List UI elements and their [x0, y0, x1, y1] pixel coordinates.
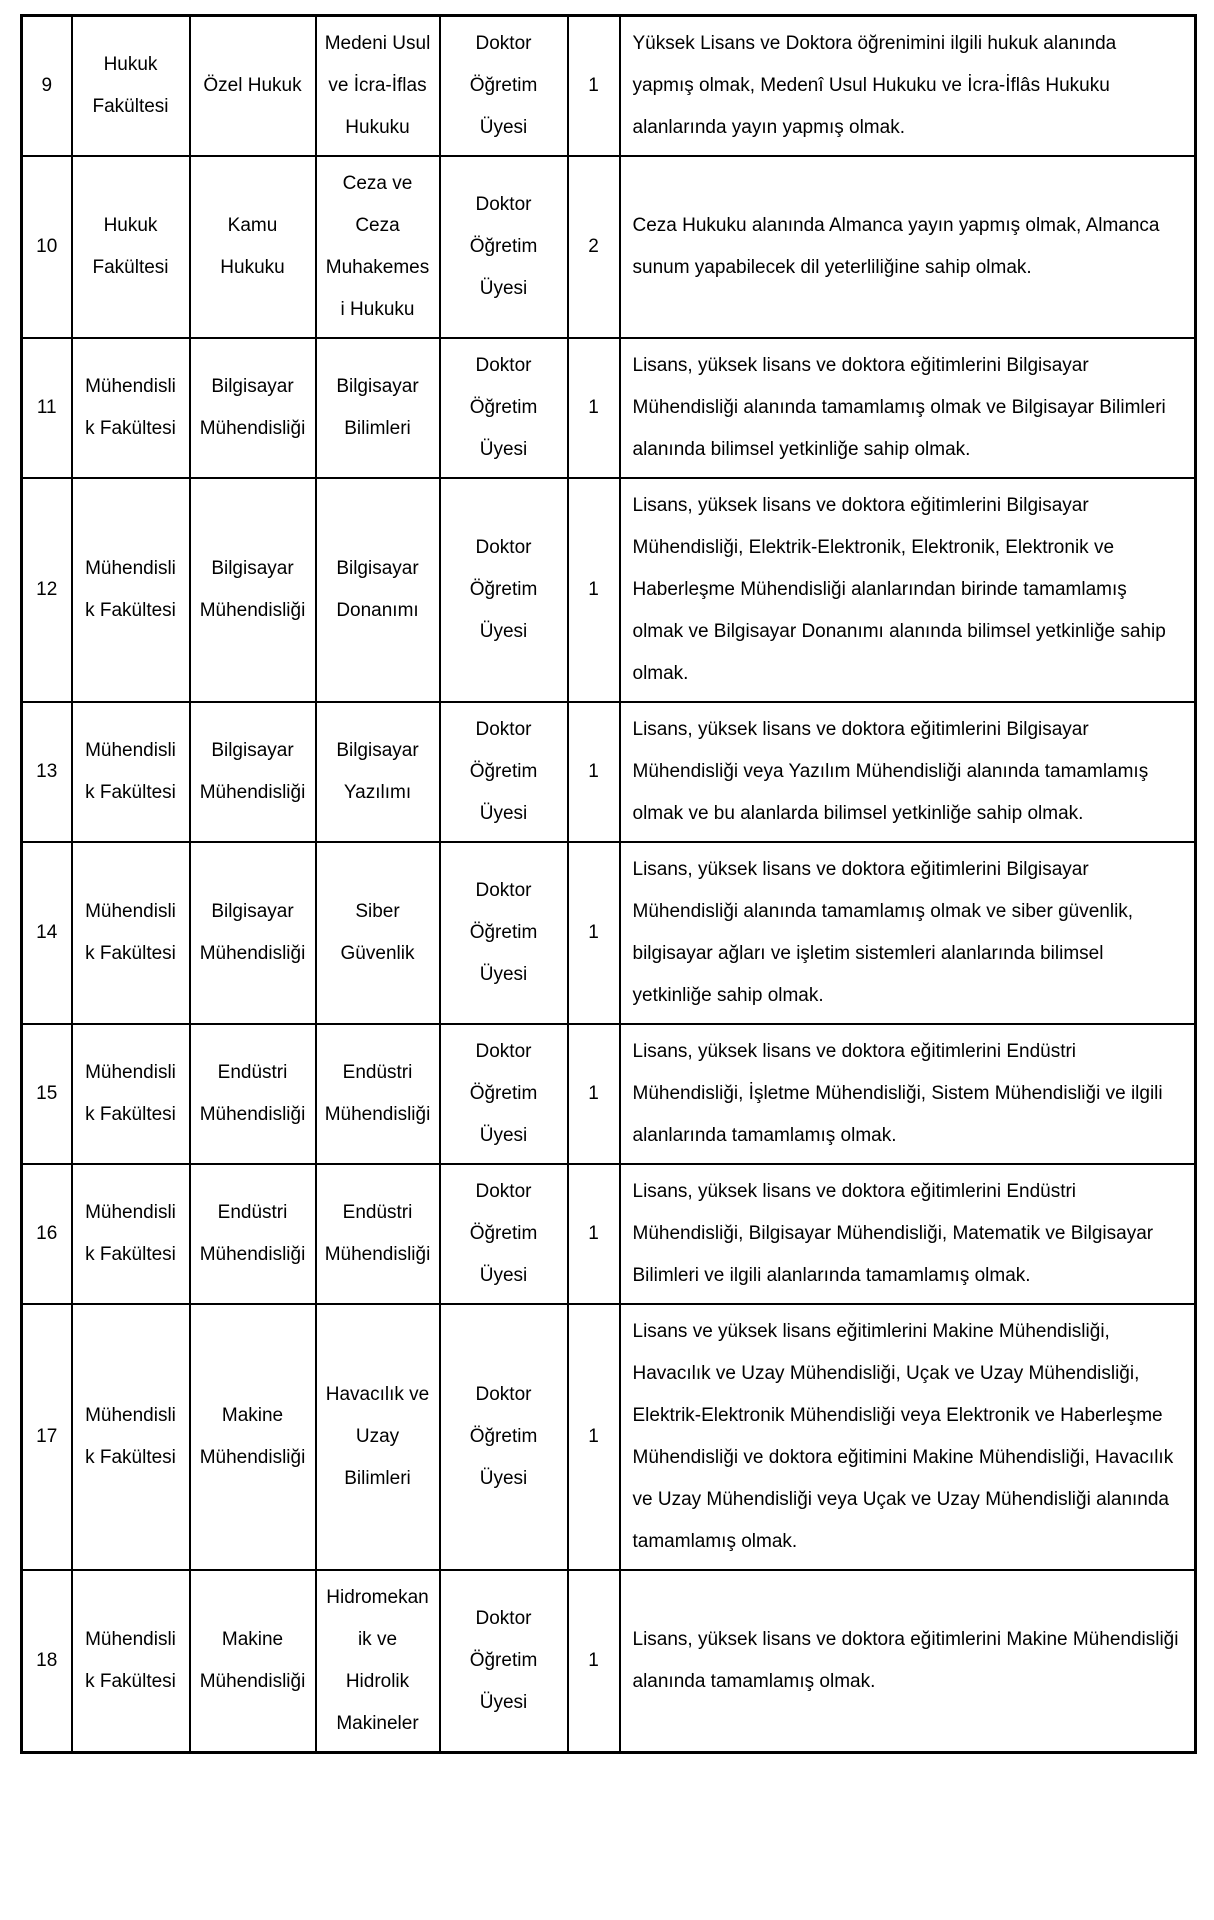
cell-requirements: Lisans, yüksek lisans ve doktora eğitimlerini Makine Mühendisliği alanında tamamlamış olmak. — [620, 1570, 1196, 1753]
cell-faculty: Hukuk Fakültesi — [72, 156, 190, 338]
cell-program: Havacılık ve Uzay Bilimleri — [316, 1304, 440, 1570]
table-row — [22, 338, 1196, 478]
cell-department: Kamu Hukuku — [190, 156, 316, 338]
cell-department: Makine Mühendisliği — [190, 1570, 316, 1753]
table-row — [22, 478, 1196, 702]
cell-title: Doktor Öğretim Üyesi — [440, 16, 568, 157]
cell-requirements: Lisans, yüksek lisans ve doktora eğitimlerini Bilgisayar Mühendisliği veya Yazılım Mühendisliği alanında tamamlamış olmak ve bu alanlarda bilimsel yetkinliğe sahip olmak. — [620, 702, 1196, 842]
cell-title: Doktor Öğretim Üyesi — [440, 702, 568, 842]
cell-row-number: 16 — [22, 1164, 72, 1304]
cell-title: Doktor Öğretim Üyesi — [440, 338, 568, 478]
cell-requirements: Ceza Hukuku alanında Almanca yayın yapmış olmak, Almanca sunum yapabilecek dil yeterliliğine sahip olmak. — [620, 156, 1196, 338]
cell-department: Bilgisayar Mühendisliği — [190, 478, 316, 702]
cell-title: Doktor Öğretim Üyesi — [440, 1304, 568, 1570]
cell-faculty: Mühendislik Fakültesi — [72, 842, 190, 1024]
cell-department: Özel Hukuk — [190, 16, 316, 157]
cell-department: Bilgisayar Mühendisliği — [190, 702, 316, 842]
cell-row-number: 15 — [22, 1024, 72, 1164]
cell-title: Doktor Öğretim Üyesi — [440, 842, 568, 1024]
cell-count: 1 — [568, 1304, 620, 1570]
table-row — [22, 1304, 1196, 1570]
cell-requirements: Lisans, yüksek lisans ve doktora eğitimlerini Endüstri Mühendisliği, Bilgisayar Mühendisliği, Matematik ve Bilgisayar Bilimleri ve ilgili alanlarında tamamlamış olmak. — [620, 1164, 1196, 1304]
cell-department: Makine Mühendisliği — [190, 1304, 316, 1570]
cell-program: Endüstri Mühendisliği — [316, 1164, 440, 1304]
cell-faculty: Mühendislik Fakültesi — [72, 1570, 190, 1753]
table-row — [22, 1164, 1196, 1304]
cell-requirements: Lisans, yüksek lisans ve doktora eğitimlerini Bilgisayar Mühendisliği alanında tamamlamış olmak ve siber güvenlik, bilgisayar ağları ve işletim sistemleri alanlarında bilimsel yetkinliğe sahip olmak. — [620, 842, 1196, 1024]
cell-program: Ceza ve Ceza Muhakemesi Hukuku — [316, 156, 440, 338]
cell-faculty: Mühendislik Fakültesi — [72, 702, 190, 842]
cell-count: 1 — [568, 16, 620, 157]
cell-department: Bilgisayar Mühendisliği — [190, 338, 316, 478]
cell-row-number: 11 — [22, 338, 72, 478]
cell-count: 2 — [568, 156, 620, 338]
cell-row-number: 12 — [22, 478, 72, 702]
table-row — [22, 16, 1196, 157]
cell-row-number: 18 — [22, 1570, 72, 1753]
cell-requirements: Lisans ve yüksek lisans eğitimlerini Makine Mühendisliği, Havacılık ve Uzay Mühendisliği, Uçak ve Uzay Mühendisliği, Elektrik-Elektronik Mühendisliği veya Elektronik ve Haberleşme Mühendisliği ve doktora eğitimini Makine Mühendisliği, Havacılık ve Uzay Mühendisliği veya Uçak ve Uzay Mühendisliği alanında tamamlamış olmak. — [620, 1304, 1196, 1570]
cell-title: Doktor Öğretim Üyesi — [440, 1570, 568, 1753]
cell-faculty: Mühendislik Fakültesi — [72, 1164, 190, 1304]
cell-row-number: 9 — [22, 16, 72, 157]
cell-faculty: Hukuk Fakültesi — [72, 16, 190, 157]
cell-count: 1 — [568, 1024, 620, 1164]
cell-program: Bilgisayar Bilimleri — [316, 338, 440, 478]
cell-title: Doktor Öğretim Üyesi — [440, 1164, 568, 1304]
cell-requirements: Lisans, yüksek lisans ve doktora eğitimlerini Bilgisayar Mühendisliği, Elektrik-Elektronik, Elektronik, Elektronik ve Haberleşme Mühendisliği alanlarından birinde tamamlamış olmak ve Bilgisayar Donanımı alanında bilimsel yetkinliğe sahip olmak. — [620, 478, 1196, 702]
table-row — [22, 702, 1196, 842]
cell-department: Endüstri Mühendisliği — [190, 1164, 316, 1304]
cell-requirements: Yüksek Lisans ve Doktora öğrenimini ilgili hukuk alanında yapmış olmak, Medenî Usul Hukuku ve İcra-İflâs Hukuku alanlarında yayın yapmış olmak. — [620, 16, 1196, 157]
table-row — [22, 842, 1196, 1024]
cell-count: 1 — [568, 1570, 620, 1753]
vacancy-table — [20, 14, 1197, 1754]
cell-program: Bilgisayar Yazılımı — [316, 702, 440, 842]
cell-program: Bilgisayar Donanımı — [316, 478, 440, 702]
cell-faculty: Mühendislik Fakültesi — [72, 338, 190, 478]
cell-row-number: 17 — [22, 1304, 72, 1570]
cell-row-number: 13 — [22, 702, 72, 842]
cell-faculty: Mühendislik Fakültesi — [72, 478, 190, 702]
cell-faculty: Mühendislik Fakültesi — [72, 1304, 190, 1570]
cell-department: Endüstri Mühendisliği — [190, 1024, 316, 1164]
cell-program: Endüstri Mühendisliği — [316, 1024, 440, 1164]
table-row — [22, 156, 1196, 338]
cell-row-number: 10 — [22, 156, 72, 338]
cell-faculty: Mühendislik Fakültesi — [72, 1024, 190, 1164]
cell-row-number: 14 — [22, 842, 72, 1024]
cell-requirements: Lisans, yüksek lisans ve doktora eğitimlerini Endüstri Mühendisliği, İşletme Mühendisliği, Sistem Mühendisliği ve ilgili alanlarında tamamlamış olmak. — [620, 1024, 1196, 1164]
cell-title: Doktor Öğretim Üyesi — [440, 478, 568, 702]
cell-count: 1 — [568, 338, 620, 478]
cell-title: Doktor Öğretim Üyesi — [440, 156, 568, 338]
cell-program: Hidromekanik ve Hidrolik Makineler — [316, 1570, 440, 1753]
table-row — [22, 1570, 1196, 1753]
cell-count: 1 — [568, 842, 620, 1024]
cell-count: 1 — [568, 478, 620, 702]
cell-count: 1 — [568, 1164, 620, 1304]
vacancy-table-body — [22, 16, 1196, 1753]
cell-program: Siber Güvenlik — [316, 842, 440, 1024]
cell-requirements: Lisans, yüksek lisans ve doktora eğitimlerini Bilgisayar Mühendisliği alanında tamamlamış olmak ve Bilgisayar Bilimleri alanında bilimsel yetkinliğe sahip olmak. — [620, 338, 1196, 478]
cell-title: Doktor Öğretim Üyesi — [440, 1024, 568, 1164]
table-row — [22, 1024, 1196, 1164]
cell-program: Medeni Usul ve İcra-İflas Hukuku — [316, 16, 440, 157]
cell-count: 1 — [568, 702, 620, 842]
cell-department: Bilgisayar Mühendisliği — [190, 842, 316, 1024]
